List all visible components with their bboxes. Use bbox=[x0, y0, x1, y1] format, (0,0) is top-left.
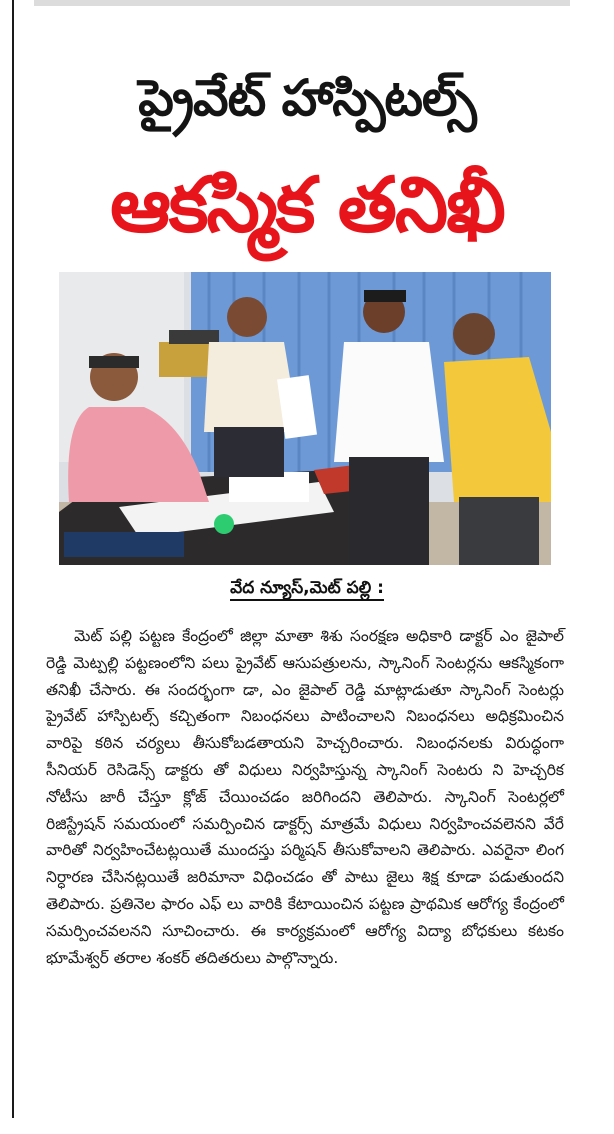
article-paragraph: మెట్ పల్లి పట్టణ కేంద్రంలో జిల్లా మాతా శిశు సంరక్షణ అధికారి డాక్టర్ ఎం జైపాల్ రెడ్డి మెట్పల్లి పట్టణంలోని పలు ప్రైవేట్ ఆసుపత్రులను, స్కానింగ్ సెంటర్లను ఆకస్మికంగా తనిఖీ చేసారు. ఈ సందర్భంగా డా, ఎం జైపాల్ రెడ్డి మాట్లాడుతూ స్కానింగ్ సెంటర్లు ప్రైవేట్ హాస్పిటల్స్ కచ్చితంగా నిబంధనలు పాటించాలని నిబంధనలు అధిక్రమించిన వారిపై కఠిన చర్యలు తీసుకోబడతాయని హెచ్చరించారు. నిబంధనలకు విరుద్ధంగా సీనియర్ రెసిడెన్స్ డాక్టరు తో విధులు నిర్వహిస్తున్న స్కానింగ్ సెంటరు ని హెచ్చరిక నోటీసు జారీ చేస్తూ క్లోజ్ చేయించడం జరిగిందని తెలిపారు. స్కానింగ్ సెంటర్లలో రిజిస్ట్రేషన్ సమయంలో సమర్పించిన డాక్టర్స్ మాత్రమే విధులు నిర్వహించవలెనని వేరే వారితో నిర్వహించేటట్లయితే ముందస్తు పర్మిషన్ తీసుకోవాలని తెలిపారు. ఎవరైనా లింగ నిర్ధారణ చేసినట్లయితే జరిమానా విధించడం తో పాటు జైలు శిక్ష కూడా పడుతుందని తెలిపారు. ప్రతినెల ఫారం ఎఫ్ లు వారికి కేటాయించిన పట్టణ ప్రాథమిక ఆరోగ్య కేంద్రంలో సమర్పించవలనని సూచించారు. ఈ కార్యక్రమంలో ఆరోగ్య విద్యా బోధకులు కటకం భూమేశ్వర్ తరాల శంకర్ తదితరులు పాల్గొన్నారు. bbox=[46, 627, 564, 967]
headline-main: ఆకస్మిక తనిఖీ bbox=[110, 160, 504, 249]
top-strip bbox=[34, 0, 570, 6]
dateline bbox=[0, 578, 614, 602]
article-body bbox=[46, 623, 564, 971]
headline-kicker: ప్రైవేట్ హాస్పిటల్స్ bbox=[138, 69, 476, 127]
dateline-text: వేద న్యూస్,మెట్ పల్లి : bbox=[230, 578, 384, 601]
column-rule bbox=[12, 0, 14, 1118]
news-photo bbox=[59, 272, 551, 565]
